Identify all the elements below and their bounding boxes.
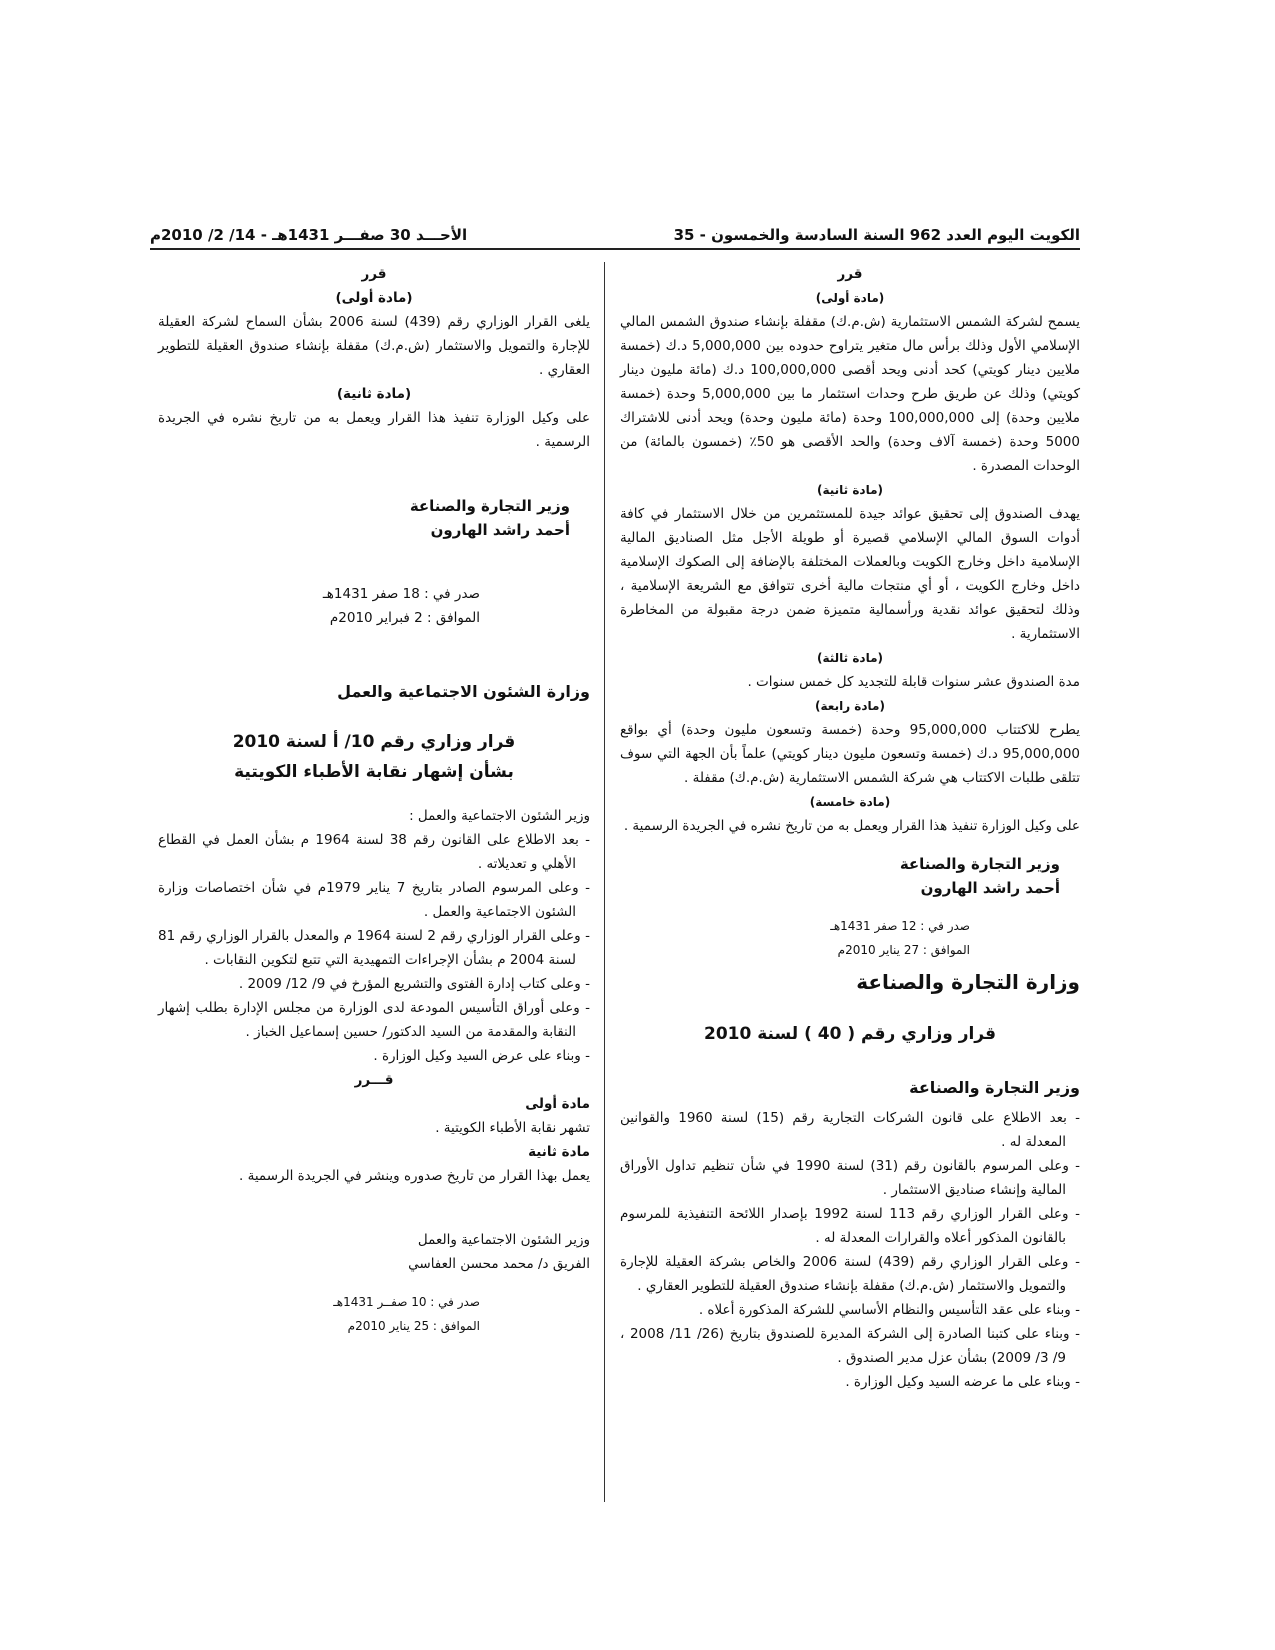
preamble-list [620, 1106, 1080, 1394]
preamble-item: - وعلى القرار الوزاري رقم 2 لسنة 1964 م والمعدل بالقرار الوزاري رقم 81 لسنة 2004 م بشأن الإجراءات التمهيدية التي تتبع لتكوين النقابات . [158, 928, 591, 968]
article-heading: (مادة ثانية) [816, 483, 884, 497]
issue-date: صدر في : 10 صفــر 1431هـ [333, 1295, 480, 1309]
decision-title: قرار وزاري رقم ( 40 ) لسنة 2010 [703, 1024, 997, 1044]
issue-date: صدر في : 12 صفر 1431هـ [830, 919, 970, 933]
article-heading: (مادة رابعة) [815, 699, 885, 713]
signature-title: وزير التجارة والصناعة [409, 497, 570, 515]
issue-date: صدر في : 18 صفر 1431هـ [322, 586, 480, 602]
signature-name: الفريق د/ محمد محسن العفاسي [408, 1256, 590, 1272]
preamble-item: - وعلى أوراق التأسيس المودعة لدى الوزارة من مجلس الإدارة بطلب إشهار النقابة والمقدمة من السيد الدكتور/ حسين إسماعيل الخباز . [158, 1000, 590, 1040]
article-text: على وكيل الوزارة تنفيذ هذا القرار ويعمل به من تاريخ نشره في الجريدة الرسمية . [158, 410, 590, 450]
article-heading: (مادة ثالثة) [816, 651, 884, 665]
signature-title: وزير التجارة والصناعة [899, 855, 1060, 873]
article-heading: (مادة أولى) [815, 291, 885, 305]
preamble-item: - وبناء على كتبنا الصادرة إلى الشركة المديرة للصندوق بتاريخ (26/ 11/ 2008 ، 9/ 3/ 2009) بشأن عزل مدير الصندوق . [620, 1326, 1080, 1366]
preamble-item: - وعلى المرسوم بالقانون رقم (31) لسنة 1990 في شأن تنظيم تداول الأوراق المالية وإنشاء صناديق الاستثمار . [620, 1158, 1080, 1198]
corresponding-date: الموافق : 25 يناير 2010م [347, 1319, 480, 1333]
decision-heading: قـــرر [354, 1072, 394, 1088]
article-text: تشهر نقابة الأطباء الكويتية . [435, 1120, 590, 1136]
signature-name: أحمد راشد الهارون [430, 521, 570, 539]
preamble-item: - وعلى القرار الوزاري رقم 113 لسنة 1992 بإصدار اللائحة التنفيذية للمرسوم بالقانون المذكور أعلاه والقرارات المعدلة له . [620, 1206, 1080, 1246]
preamble-item: - وبناء على عقد التأسيس والنظام الأساسي للشركة المذكورة أعلاه . [698, 1302, 1080, 1318]
preamble-item: - وعلى القرار الوزاري رقم (439) لسنة 2006 والخاص بشركة العقيلة للإجارة والتمويل والاستثمار (ش.م.ك) مقفلة بإنشاء صندوق العقيلة للتطوير العقاري . [620, 1254, 1080, 1294]
column-divider [604, 262, 605, 1502]
preamble-item: - بعد الاطلاع على القانون رقم 38 لسنة 1964 م بشأن العمل في القطاع الأهلي و تعديلاته . [158, 832, 590, 872]
ministry-name: وزارة التجارة والصناعة [856, 970, 1080, 994]
article-heading: (مادة خامسة) [809, 795, 891, 809]
header-date: الأحـــد 30 صفـــر 1431هـ - 14/ 2/ 2010م [150, 226, 468, 244]
right-column [620, 262, 1080, 1394]
decision-heading: قرر [361, 266, 387, 282]
signature-name: أحمد راشد الهارون [920, 879, 1060, 897]
preamble-item: - وعلى كتاب إدارة الفتوى والتشريع المؤرخ في 9/ 12/ 2009 . [238, 976, 590, 992]
preamble-item: - بعد الاطلاع على قانون الشركات التجارية رقم (15) لسنة 1960 والقوانين المعدلة له . [620, 1110, 1080, 1150]
preamble-item: - وبناء على عرض السيد وكيل الوزارة . [373, 1048, 590, 1064]
page-header [150, 214, 1080, 250]
article-text: يهدف الصندوق إلى تحقيق عوائد جيدة للمستثمرين من خلال الاستثمار في كافة أدوات السوق المالي الإسلامي قصيرة أو طويلة الأجل مثل الصناديق المالية الإسلامية داخل وخارج الكويت وبالعملات المختلفة بالإضافة إلى الصكوك الإسلامية داخل وخارج الكويت ، أو أي منتجات مالية أخرى تتوافق مع الشريعة الإسلامية ، وذلك لتحقيق عوائد نقدية ورأسمالية متميزة ضمن درجة مقبولة من المخاطرة الاستثمارية . [620, 506, 1080, 642]
article-text: يطرح للاكتتاب 95,000,000 وحدة (خمسة وتسعون مليون وحدة) أي بواقع 95,000,000 د.ك (خمسة وتسعون مليون دينار كويتي) علماً بأن الجهة التي سوف تتلقى طلبات الاكتتاب هي شركة الشمس الاستثمارية (ش.م.ك) مقفلة . [620, 722, 1080, 786]
article-text: يعمل بهذا القرار من تاريخ صدوره وينشر في الجريدة الرسمية . [239, 1168, 590, 1184]
article-heading: مادة أولى [525, 1096, 590, 1112]
article-text: يسمح لشركة الشمس الاستثمارية (ش.م.ك) مقفلة بإنشاء صندوق الشمس المالي الإسلامي الأول وذلك برأس مال متغير يتراوح حدوده بين 5,000,000 د.ك (خمسة ملايين دينار كويتي) كحد أدنى ويحد أقصى 100,000,000 د.ك (مائة مليون دينار كويتي) وذلك عن طريق طرح وحدات استثمار ما بين 5,000,000 وحدة (خمسة ملايين وحدة) إلى 100,000,000 وحدة (مائة مليون وحدة) ويحد أدنى للاشتراك 5000 وحدة (خمسة آلاف وحدة) والحد الأقصى هو 50٪ (خمسون بالمائة) من الوحدات المصدرة . [620, 314, 1080, 474]
preamble-item: - وبناء على ما عرضه السيد وكيل الوزارة . [845, 1374, 1080, 1390]
header-issue-info: الكويت اليوم العدد 962 السنة السادسة والخمسون - 35 [673, 226, 1080, 244]
signature-title: وزير الشئون الاجتماعية والعمل [417, 1232, 590, 1248]
decision-title: قرار وزاري رقم 10/ أ لسنة 2010 [232, 732, 516, 752]
article-heading: (مادة أولى) [335, 290, 413, 306]
article-text: يلغى القرار الوزاري رقم (439) لسنة 2006 بشأن السماح لشركة العقيلة للإجارة والتمويل والاستثمار (ش.م.ك) مقفلة بإنشاء صندوق العقيلة للتطوير العقاري . [158, 314, 590, 378]
decision-heading: قرر [837, 266, 863, 282]
corresponding-date: الموافق : 2 فبراير 2010م [329, 610, 480, 626]
left-column [158, 262, 590, 1338]
minister-intro: وزير الشئون الاجتماعية والعمل : [409, 808, 590, 824]
decision-subtitle: بشأن إشهار نقابة الأطباء الكويتية [234, 762, 514, 782]
minister-intro: وزير التجارة والصناعة [909, 1078, 1080, 1097]
article-heading: مادة ثانية [528, 1144, 590, 1160]
corresponding-date: الموافق : 27 يناير 2010م [837, 943, 970, 957]
article-text: مدة الصندوق عشر سنوات قابلة للتجديد كل خمس سنوات . [747, 674, 1080, 690]
preamble-list [158, 828, 590, 1068]
ministry-name: وزارة الشئون الاجتماعية والعمل [337, 682, 590, 701]
preamble-item: - وعلى المرسوم الصادر بتاريخ 7 يناير 1979م في شأن اختصاصات وزارة الشئون الاجتماعية والعمل . [158, 880, 590, 920]
article-text: على وكيل الوزارة تنفيذ هذا القرار ويعمل به من تاريخ نشره في الجريدة الرسمية . [623, 818, 1080, 834]
article-heading: (مادة ثانية) [336, 386, 412, 402]
